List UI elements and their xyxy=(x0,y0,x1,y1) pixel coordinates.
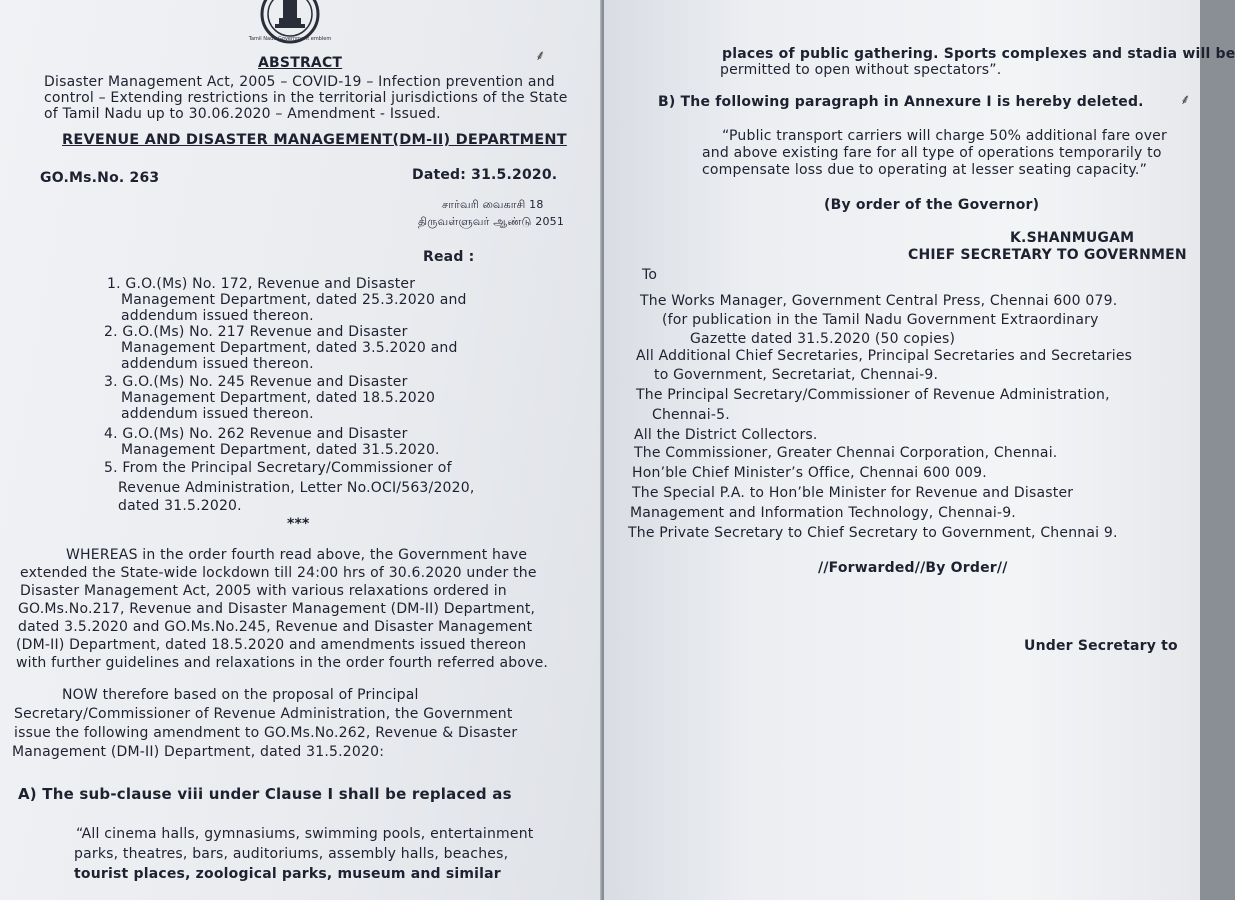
recipient-line-12: Management and Information Technology, Chennai-9. xyxy=(630,505,1016,521)
recipient-line-7: Chennai-5. xyxy=(652,407,730,423)
order-date: Dated: 31.5.2020. xyxy=(412,167,558,183)
abstract-line-2: control – Extending restrictions in the territorial jurisdictions of the State xyxy=(44,90,568,106)
to-label: To xyxy=(642,267,658,283)
abstract-line-1: Disaster Management Act, 2005 – COVID-19 – Infection prevention and xyxy=(44,74,555,90)
tamil-date-2: திருவள்ளுவர் ஆண்டு 2051 xyxy=(418,215,565,228)
abstract-heading: ABSTRACT xyxy=(258,55,343,71)
department-heading: REVENUE AND DISASTER MANAGEMENT(DM-II) DEPARTMENT xyxy=(62,132,567,148)
quote-a-line-2: parks, theatres, bars, auditoriums, assembly halls, beaches, xyxy=(74,846,509,862)
recipient-line-5: to Government, Secretariat, Chennai-9. xyxy=(654,367,939,383)
whereas-line-3: Disaster Management Act, 2005 with various relaxations ordered in xyxy=(20,583,507,599)
whereas-line-5: dated 3.5.2020 and GO.Ms.No.245, Revenue and Disaster Management xyxy=(18,619,533,635)
signatory-title: CHIEF SECRETARY TO GOVERNMEN xyxy=(908,247,1187,263)
pen-mark-right: ⸙ xyxy=(1180,92,1191,108)
read-line-14: dated 31.5.2020. xyxy=(118,498,242,514)
whereas-line-2: extended the State-wide lockdown till 24:00 hrs of 30.6.2020 under the xyxy=(20,565,537,581)
recipient-line-1: The Works Manager, Government Central Press, Chennai 600 079. xyxy=(640,293,1118,309)
now-line-4: Management (DM-II) Department, dated 31.5.2020: xyxy=(12,744,385,760)
read-line-7: 3. G.O.(Ms) No. 245 Revenue and Disaster xyxy=(104,374,408,390)
recipient-line-4: All Additional Chief Secretaries, Principal Secretaries and Secretaries xyxy=(636,348,1133,364)
read-line-12: 5. From the Principal Secretary/Commissioner of xyxy=(104,460,452,476)
quote-b-line-2: and above existing fare for all type of operations temporarily to xyxy=(702,145,1162,161)
left-page xyxy=(0,0,602,900)
quote-b-line-3: compensate loss due to operating at lesser seating capacity.” xyxy=(702,162,1148,178)
tamil-date-1: சார்வரி வைகாசி 18 xyxy=(442,198,544,211)
continued-line-1: places of public gathering. Sports complexes and stadia will be xyxy=(722,46,1235,62)
whereas-line-1: WHEREAS in the order fourth read above, the Government have xyxy=(66,547,528,563)
read-line-2: Management Department, dated 25.3.2020 and xyxy=(121,292,467,308)
read-line-6: addendum issued thereon. xyxy=(121,356,314,372)
section-b-heading: B) The following paragraph in Annexure I is hereby deleted. xyxy=(658,94,1144,110)
read-line-13: Revenue Administration, Letter No.OCI/563/2020, xyxy=(118,480,475,496)
now-line-3: issue the following amendment to GO.Ms.No.262, Revenue & Disaster xyxy=(14,725,518,741)
recipient-line-6: The Principal Secretary/Commissioner of Revenue Administration, xyxy=(636,387,1110,403)
abstract-line-3: of Tamil Nadu up to 30.06.2020 – Amendment - Issued. xyxy=(44,106,441,122)
signatory-name: K.SHANMUGAM xyxy=(1010,230,1135,246)
whereas-line-7: with further guidelines and relaxations in the order fourth referred above. xyxy=(16,655,549,671)
recipient-line-11: The Special P.A. to Hon’ble Minister for Revenue and Disaster xyxy=(632,485,1074,501)
read-heading: Read : xyxy=(423,249,475,265)
now-line-2: Secretary/Commissioner of Revenue Administration, the Government xyxy=(14,706,513,722)
quote-a-line-3: tourist places, zoological parks, museum and similar xyxy=(74,866,501,882)
recipient-line-13: The Private Secretary to Chief Secretary to Government, Chennai 9. xyxy=(628,525,1118,541)
read-line-11: Management Department, dated 31.5.2020. xyxy=(121,442,440,458)
now-line-1: NOW therefore based on the proposal of Principal xyxy=(62,687,419,703)
recipient-line-8: All the District Collectors. xyxy=(634,427,818,443)
right-page xyxy=(604,0,1235,900)
read-line-8: Management Department, dated 18.5.2020 xyxy=(121,390,436,406)
recipient-line-3: Gazette dated 31.5.2020 (50 copies) xyxy=(690,331,956,347)
state-emblem-icon xyxy=(248,0,332,44)
whereas-line-4: GO.Ms.No.217, Revenue and Disaster Management (DM-II) Department, xyxy=(18,601,536,617)
go-number: GO.Ms.No. 263 xyxy=(40,170,160,186)
recipient-line-2: (for publication in the Tamil Nadu Government Extraordinary xyxy=(662,312,1099,328)
recipient-line-10: Hon’ble Chief Minister’s Office, Chennai 600 009. xyxy=(632,465,987,481)
read-line-4: 2. G.O.(Ms) No. 217 Revenue and Disaster xyxy=(104,324,408,340)
read-line-5: Management Department, dated 3.5.2020 and xyxy=(121,340,458,356)
read-line-3: addendum issued thereon. xyxy=(121,308,314,324)
under-secretary: Under Secretary to xyxy=(1024,638,1178,654)
continued-line-2: permitted to open without spectators”. xyxy=(720,62,1002,78)
quote-a-line-1: “All cinema halls, gymnasiums, swimming pools, entertainment xyxy=(76,826,534,842)
read-line-10: 4. G.O.(Ms) No. 262 Revenue and Disaster xyxy=(104,426,408,442)
recipient-line-9: The Commissioner, Greater Chennai Corporation, Chennai. xyxy=(634,445,1058,461)
read-line-1: 1. G.O.(Ms) No. 172, Revenue and Disaster xyxy=(107,276,416,292)
forwarded-by-order: //Forwarded//By Order// xyxy=(818,560,1008,576)
quote-b-line-1: “Public transport carriers will charge 50% additional fare over xyxy=(722,128,1167,144)
pen-mark: ⸙ xyxy=(535,48,546,64)
by-order-governor: (By order of the Governor) xyxy=(824,197,1040,213)
emblem-caption: Tamil Nadu Government emblem xyxy=(248,36,332,42)
section-a-heading: A) The sub-clause viii under Clause I shall be replaced as xyxy=(18,785,512,803)
separator-stars: *** xyxy=(287,516,310,532)
whereas-line-6: (DM-II) Department, dated 18.5.2020 and amendments issued thereon xyxy=(16,637,527,653)
read-line-9: addendum issued thereon. xyxy=(121,406,314,422)
